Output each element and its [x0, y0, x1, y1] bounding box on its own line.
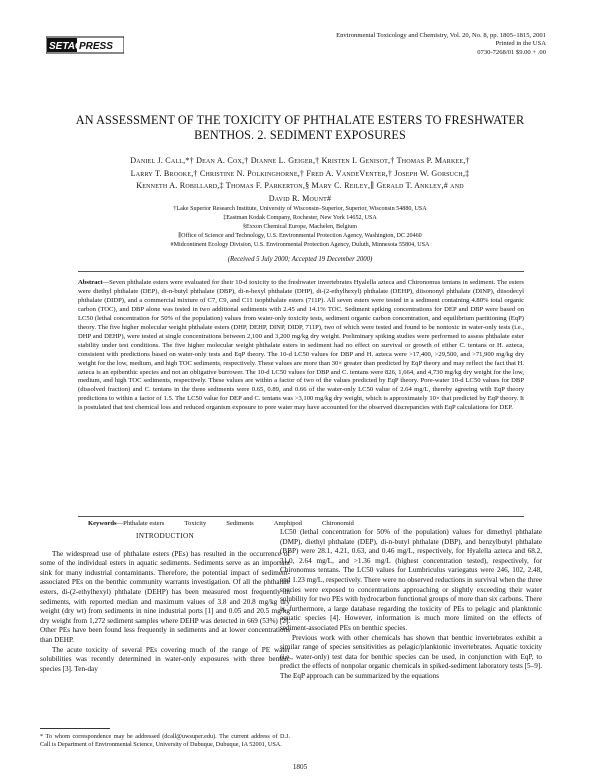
- footnote: * To whom correspondence may be addressed (dcall@uwsuper.edu). The current address of D.J. Call is Department of Environmental Science, University of Dubuque, Dubuque, IA 52001, USA.: [40, 733, 290, 748]
- journal-price: 0730-7268/01 $9.00 + .00: [477, 48, 546, 56]
- right-paragraph-1: LC50 (lethal concentration for 50% of the population) values for dimethyl phthalate (DMP), diethyl phthalate (DEP), di-n-butyl phthalate (DBP), and benzylbutyl phthalate (BBP) were 28.1, 4.21, 0.63, and 0.46 mg/L, respectively, for Hyalella azteca and 68.2, 31.0, 2.64 mg/L, and >1.36 mg/L (highest concentration tested), respectively, for Chironomus tentans. The LC50 values for Lumbriculus variegatus were 246, 102, 2.48, and 1.23 mg/L, respectively. There were no observed reductions in survival when the three species were exposed to concentrations approaching or slightly exceeding their water solubility for two PEs with hydrocarbon functional groups of more than six carbons. There is, furthermore, a large database regarding the toxicity of PEs to pelagic and planktonic aquatic species [4]. However, information is much more limited on the effects of sediment-associated PEs on benthic species.: [280, 528, 542, 632]
- authors-line-4: David R. Mount#: [268, 193, 332, 203]
- authors-line-2: Larry T. Brooke,† Christine N. Polkinghorne,† Fred A. VandeVenter,† Joseph W. Gorsuch,‡: [130, 168, 470, 178]
- abstract: [78, 279, 524, 413]
- author-list: [50, 155, 550, 205]
- affiliations: [50, 205, 550, 250]
- authors-line-1: Daniel J. Call,*† Dean A. Cox,† Dianne L. Geiger,† Kristen I. Genisot,† Thomas P. Markee,†: [130, 156, 470, 165]
- intro-paragraph-2: The acute toxicity of several PEs covering much of the range of PE water solubilities was recently determined in water-only exposures with three benthic species [3]. Ten-day: [40, 645, 290, 673]
- keyword-item: Chironomid: [321, 520, 354, 527]
- abstract-text: —Seven phthalate esters were evaluated for their 10-d toxicity to the freshwater invertebrates Hyalella azteca and Chironomus tentans in sediment. The esters were diethyl phthalate (DEP), di-n-butyl phthalate (DBP), di-n-hexyl phthalate (DHP), di-(2-ethylhexyl) phthalate (DEHP), diisononyl phthalate (DINP), diisodecyl phthalate (DIDP), and a commercial mixture of C7, C9, and C11 isophthalate esters (711P). All seven esters were tested in a sediment containing 4.80% total organic carbon (TOC), and DBP alone was tested in two additional sediments with 2.45 and 14.1% TOC. Sediment spiking concentrations for DEP and DBP were based on LC50 (lethal concentration for 50% of the population) values from water-only toxicity tests, sediment organic carbon concentration, and equilibrium partitioning (EqP) theory. The five higher molecular weight phthalate esters (DHP, DEHP, DINP, DIDP, 711P), two of which were tested and found to be nontoxic in water-only tests (i.e., DHP and DEHP), were tested at single concentrations between 2,100 and 3,200 mg/kg dry weight. Preliminary spiking studies were performed to assess phthalate ester stability under test conditions. The five higher molecular weight phthalate esters in sediment had no effect on survival or growth of either C. tentans or H. azteca, consistent with predictions based on water-only tests and EqP theory. The 10-d LC50 values for DBP and H. azteca were >17,400, >29,500, and >71,900 mg/kg dry weight for the low, medium, and high TOC sediments, respectively. These values are more than 30× greater than predicted by EqP theory and may reflect the fact that H. azteca is an epibenthic species and not an obligative burrower. The 10-d LC50 values for DBP and C. tentans were 826, 1,664, and 4,730 mg/kg dry weight for the low, medium, and high TOC sediments, respectively. These values are within a factor of two of the values predicted by EqP theory. Pore-water 10-d LC50 values for DBP (dissolved fraction) and C. tentans in the three sediments were 0.65, 0.89, and 0.66 of the water-only LC50 value of 2.64 mg/L, thereby agreeing with EqP theory predictions to within a factor of 1.5. The LC50 value for DEP and C. tentans was >3,100 mg/kg dry weight, which is approximately 10× that predicted by EqP theory. It is postulated that test chemical loss and reduced organism exposure to pore water may have accounted for the observed discrepancies with EqP calculations for DEP.: [78, 279, 524, 412]
- affiliation-1: †Lake Superior Research Institute, University of Wisconsin–Superior, Superior, Wisconsin 54880, USA: [173, 206, 427, 212]
- keyword-item: Sediments: [226, 520, 254, 527]
- abstract-bottom-rule: [78, 516, 524, 517]
- title-line-1: AN ASSESSMENT OF THE TOXICITY OF PHTHALATE ESTERS TO FRESHWATER: [75, 113, 525, 127]
- left-column: [40, 532, 290, 674]
- logo-setac: SETAC: [49, 41, 83, 52]
- intro-paragraph-1: The widespread use of phthalate esters (PEs) has resulted in the occurrence of some of the individual esters in aquatic sediments. Sediments serve as an important sink for many industrial contaminants. Therefore, the potential impact of sediment-associated PEs on the benthic community warrants investigation. Of all the phthalate esters, di-(2-ethylhexyl) phthalate (DEHP) has been measured most frequently in sediments, with reported median and maximum values of 3.8 and 20.8 mg/kg dry weight (dry wt) from sediments in nine industrial ports [1] and 0.05 and 20.5 mg/kg dry weight from 1,272 sediment samples where DEHP was detected in 669 (53%) [2]. Other PEs have been found less frequently in sediments and at lower concentrations than DEHP.: [40, 549, 290, 644]
- keyword-item: —Phthalate esters: [116, 520, 165, 527]
- journal-printed: Printed in the USA: [495, 40, 546, 48]
- logo-press: PRESS: [79, 41, 113, 52]
- authors-line-3: Kenneth A. Robillard,‡ Thomas F. Parkerton,§ Mary C. Reiley,∥ Gerald T. Ankley,# and: [136, 181, 464, 191]
- keyword-item: Toxicity: [184, 520, 207, 527]
- journal-citation: Environmental Toxicology and Chemistry, Vol. 20, No. 8, pp. 1805–1815, 2001: [336, 32, 546, 39]
- page-number: 1805: [292, 763, 308, 771]
- journal-info: [226, 32, 546, 57]
- footnote-rule: [40, 728, 110, 729]
- affiliation-3: §Exxon Chemical Europe, Machelen, Belgium: [242, 223, 358, 230]
- section-heading-introduction: INTRODUCTION: [136, 532, 194, 540]
- abstract-label: Abstract: [78, 279, 103, 286]
- right-column: [280, 528, 542, 682]
- affiliation-5: #Midcontinent Ecology Division, U.S. Environmental Protection Agency, Duluth, Minnesota 55804, USA: [170, 241, 430, 248]
- abstract-top-rule: [78, 271, 524, 272]
- keyword-item: Amphipod: [273, 520, 302, 527]
- title-line-2: BENTHOS. 2. SEDIMENT EXPOSURES: [194, 128, 406, 142]
- affiliation-4: ∥Office of Science and Technology, U.S. Environmental Protection Agency, Washington, DC 20460: [178, 232, 422, 239]
- right-paragraph-2: Previous work with other chemicals has shown that benthic invertebrates exhibit a similar range of species sensitivities as pelagic/planktonic invertebrates. Aquatic toxicity (i.e., water-only) test data for benthic species can be used, in conjunction with EqP, to predict the effects of nonpolar organic chemicals in spiked-sediment laboratory tests [5–9]. The EqP approach can be summarized by the equations: [280, 633, 542, 680]
- paper-title: [40, 113, 560, 143]
- keywords: [88, 520, 528, 527]
- setac-press-logo: [46, 34, 124, 56]
- setac-logo-graphic: [46, 34, 124, 56]
- affiliation-2: ‡Eastman Kodak Company, Rochester, New York 14652, USA: [223, 214, 377, 221]
- received-dates: (Received 5 July 2000; Accepted 19 December 2000): [227, 256, 373, 263]
- keywords-label: Keywords: [88, 520, 117, 527]
